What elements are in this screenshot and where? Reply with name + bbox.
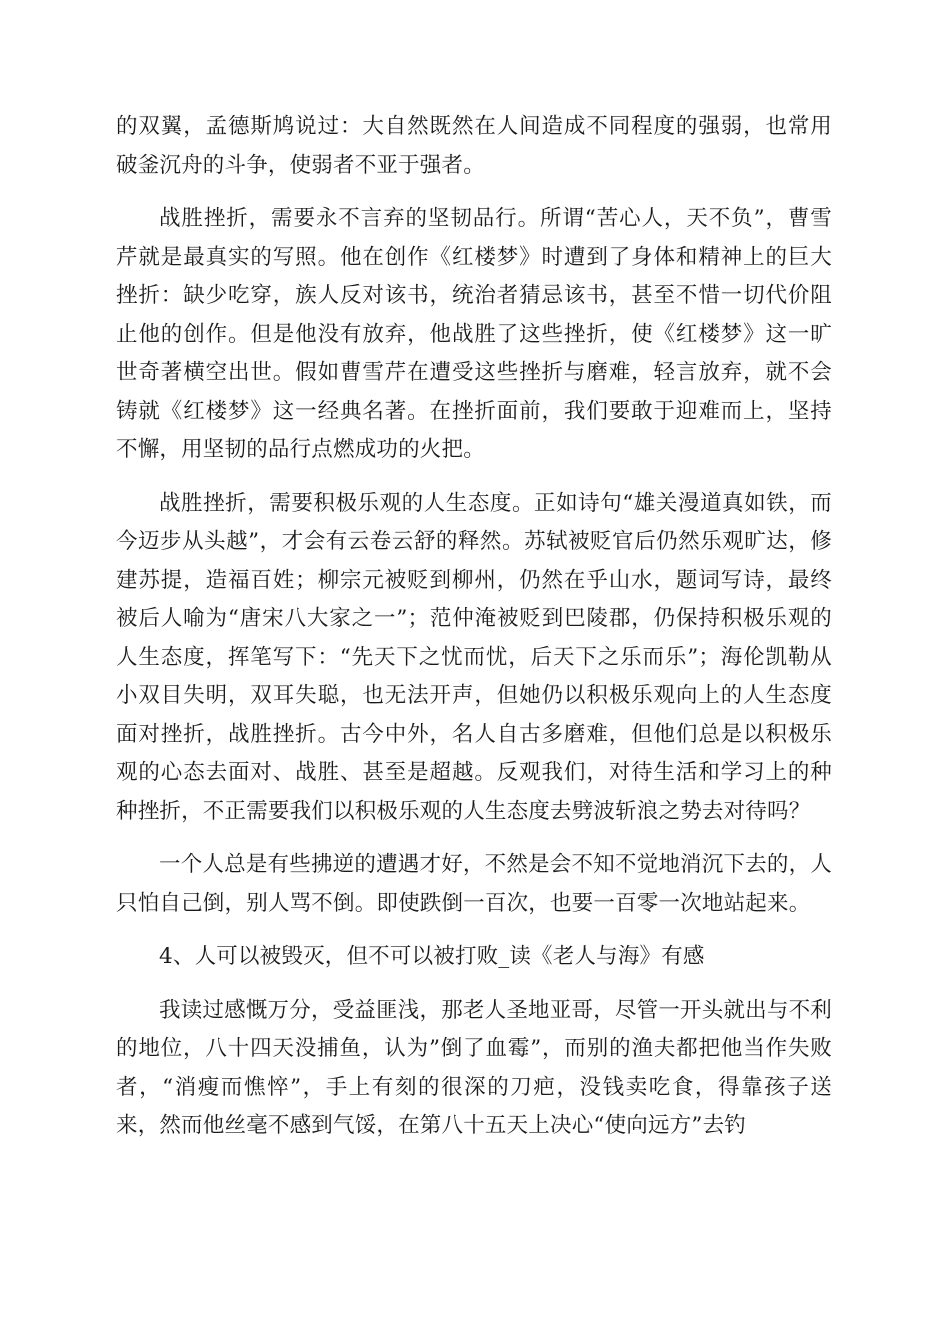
- paragraph-old-man-reflection: 我读过感慨万分，受益匪浅，那老人圣地亚哥，尽管一开头就出与不利的地位，八十四天没捕鱼，认为”倒了血霉”，而别的渔夫都把他当作失败者，“消瘦而憔悴”，手上有刻的很深的刀疤，没钱卖吃食，得靠孩子送来，然而他丝毫不感到气馁，在第八十五天上决心“使向远方”去钓: [116, 997, 832, 1138]
- paragraph-continuation: 的双翼，孟德斯鸠说过：大自然既然在人间造成不同程度的强弱，也常用破釜沉舟的斗争，使弱者不亚于强者。: [116, 114, 832, 178]
- paragraph-perseverance: 战胜挫折，需要永不言弃的坚韧品行。所谓“苦心人，天不负”，曹雪芹就是最真实的写照。他在创作《红楼梦》时遭到了身体和精神上的巨大挫折：缺少吃穿，族人反对该书，统治者猜忌该书，甚至不惜一切代价阻止他的创作。但是他没有放弃，他战胜了这些挫折，使《红楼梦》这一旷世奇著横空出世。假如曹雪芹在遭受这些挫折与磨难，轻言放弃，就不会铸就《红楼梦》这一经典名著。在挫折面前，我们要敢于迎难而上，坚持不懈，用坚韧的品行点燃成功的火把。: [116, 206, 832, 462]
- paragraph-optimism: 战胜挫折，需要积极乐观的人生态度。正如诗句“雄关漫道真如铁，而今迈步从头越”，才会有云卷云舒的释然。苏轼被贬官后仍然乐观旷达，修建苏提，造福百姓；柳宗元被贬到柳州，仍然在乎山水，题词写诗，最终被后人喻为“唐宋八大家之一”；范仲淹被贬到巴陵郡，仍保持积极乐观的人生态度，挥笔写下：“先天下之忧而忧，后天下之乐而乐”；海伦凯勒从小双目失明，双耳失聪，也无法开声，但她仍以积极乐观向上的人生态度面对挫折，战胜挫折。古今中外，名人自古多磨难，但他们总是以积极乐观的心态去面对、战胜、甚至是超越。反观我们，对待生活和学习上的种种挫折，不正需要我们以积极乐观的人生态度去劈波斩浪之势去对待吗？: [116, 490, 832, 824]
- document-body: [116, 108, 832, 1161]
- paragraph-adversity: 一个人总是有些拂逆的遭遇才好，不然是会不知不觉地消沉下去的，人只怕自己倒，别人骂不倒。即使跌倒一百次，也要一百零一次地站起来。: [116, 852, 832, 916]
- section-heading-old-man-and-sea: 4、人可以被毁灭，但不可以被打败_读《老人与海》有感: [159, 944, 705, 969]
